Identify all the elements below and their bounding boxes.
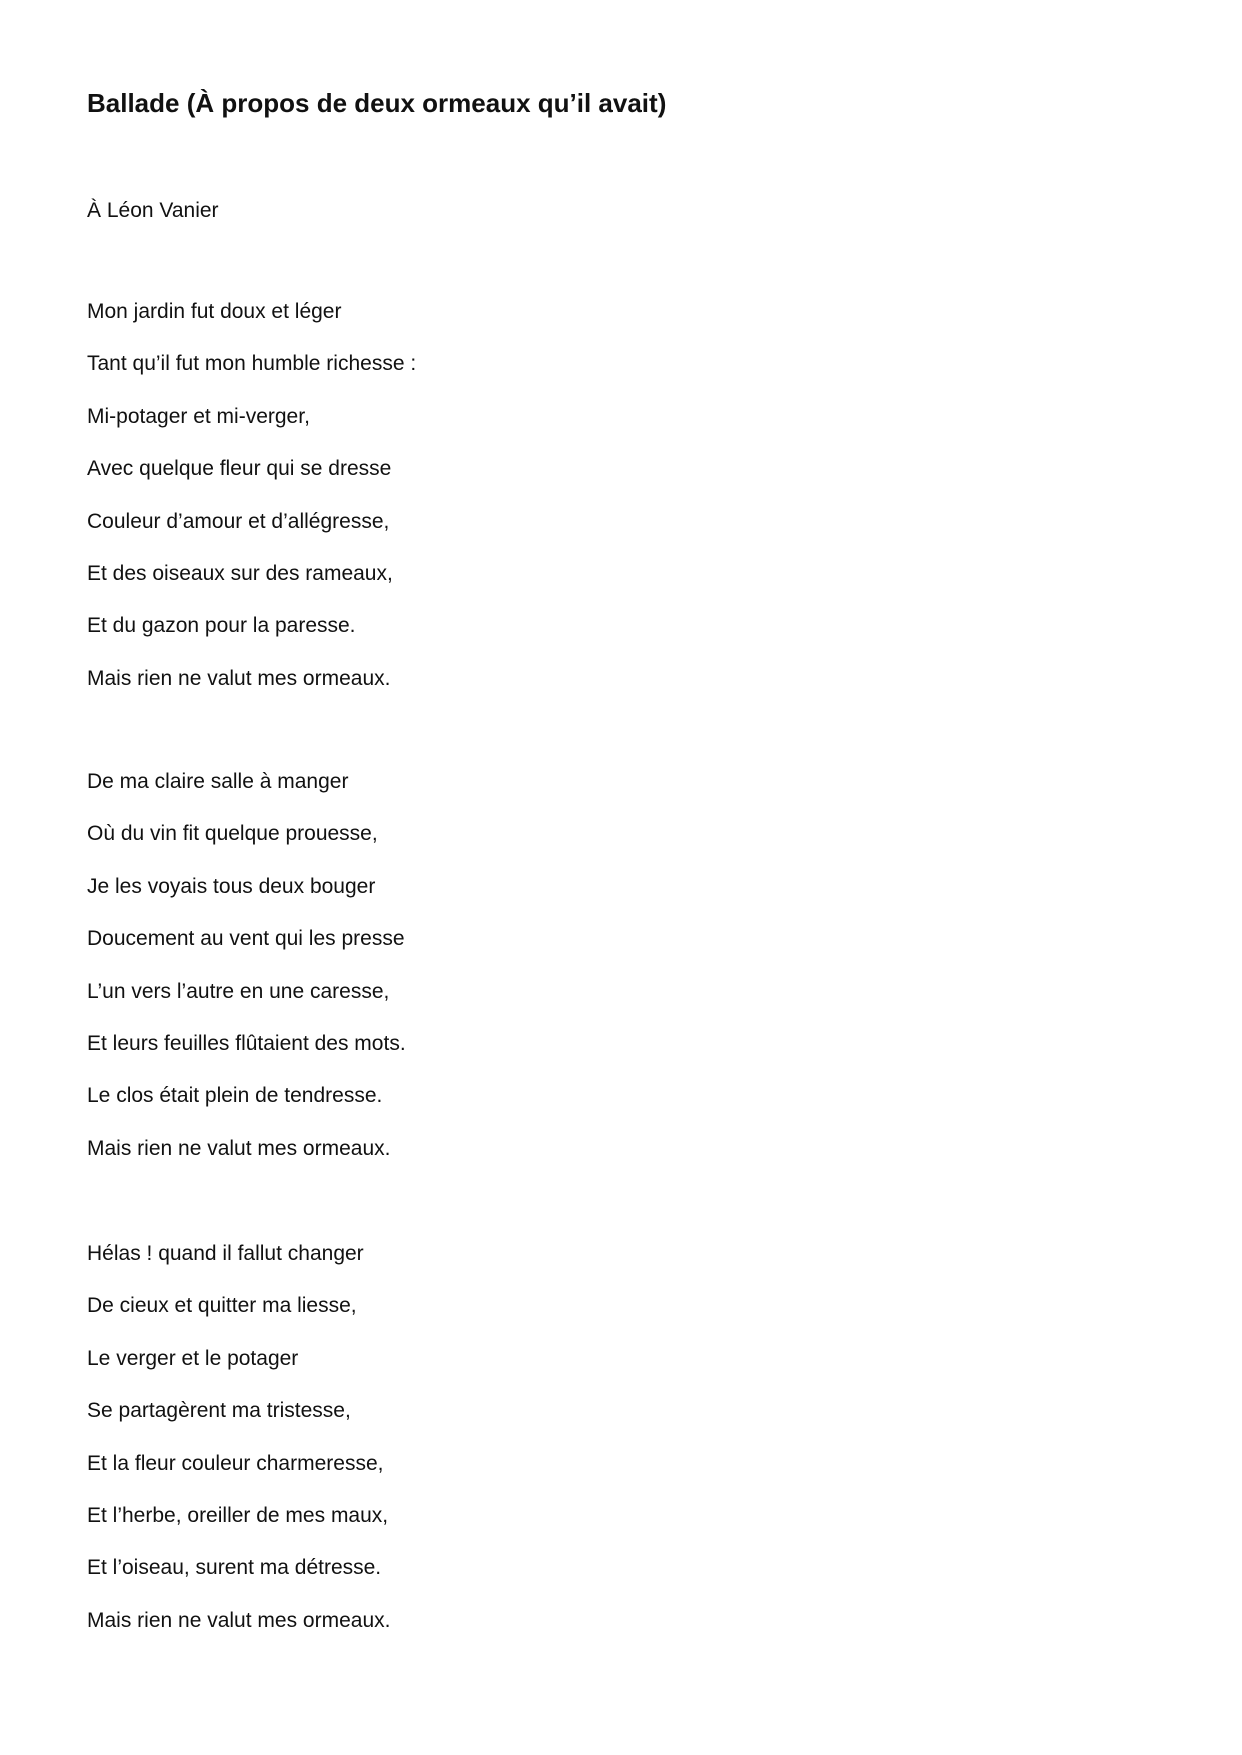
refrain-line: Mais rien ne valut mes ormeaux. <box>87 1136 391 1160</box>
verse-line: Mi-potager et mi-verger, <box>87 404 310 428</box>
verse-line: Le clos était plein de tendresse. <box>87 1084 383 1108</box>
verse-line: Se partagèrent ma tristesse, <box>87 1399 351 1423</box>
verse-line: L’un vers l’autre en une caresse, <box>87 979 390 1003</box>
stanza-1 <box>87 298 416 717</box>
refrain-line: Mais rien ne valut mes ormeaux. <box>87 666 391 690</box>
verse-line: Couleur d’amour et d’allégresse, <box>87 509 390 533</box>
verse-line: Avec quelque fleur qui se dresse <box>87 457 392 481</box>
stanza-3 <box>87 1240 390 1659</box>
verse-line: Et du gazon pour la paresse. <box>87 614 356 638</box>
verse-line: Tant qu’il fut mon humble richesse : <box>87 352 417 376</box>
verse-line: Le verger et le potager <box>87 1346 299 1370</box>
stanza-2 <box>87 768 406 1187</box>
verse-line: Et la fleur couleur charmeresse, <box>87 1451 384 1475</box>
verse-line: Et l’herbe, oreiller de mes maux, <box>87 1503 389 1527</box>
verse-line: De ma claire salle à manger <box>87 770 349 793</box>
verse-line: Mon jardin fut doux et léger <box>87 300 342 323</box>
poem-title: Ballade (À propos de deux ormeaux qu’il avait) <box>87 88 667 118</box>
verse-line: Et leurs feuilles flûtaient des mots. <box>87 1031 406 1055</box>
refrain-line: Mais rien ne valut mes ormeaux. <box>87 1608 391 1632</box>
verse-line: Je les voyais tous deux bouger <box>87 874 376 898</box>
verse-line: De cieux et quitter ma liesse, <box>87 1294 357 1318</box>
verse-line: Hélas ! quand il fallut changer <box>87 1242 364 1265</box>
verse-line: Et des oiseaux sur des rameaux, <box>87 561 393 585</box>
verse-line: Et l’oiseau, surent ma détresse. <box>87 1556 382 1580</box>
verse-line: Doucement au vent qui les presse <box>87 927 405 951</box>
poem-dedication: À Léon Vanier <box>87 199 219 222</box>
verse-line: Où du vin fit quelque prouesse, <box>87 822 378 846</box>
